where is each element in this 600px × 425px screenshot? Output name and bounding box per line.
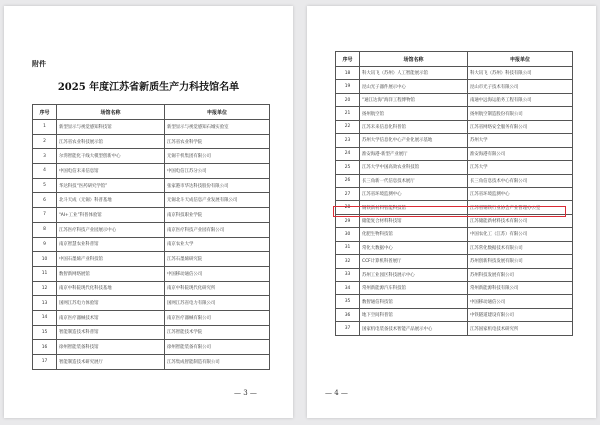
venue-name: 钢铁新材料智能科技馆	[360, 201, 468, 214]
row-number: 8	[33, 222, 57, 237]
header-no: 序号	[33, 105, 57, 120]
venue-name: 智能制造技术科普馆	[57, 325, 165, 340]
venue-name: CCF计算机科普展厅	[360, 255, 468, 268]
table-row	[336, 241, 573, 254]
roster-table-right	[335, 51, 573, 336]
table-row	[33, 296, 270, 311]
row-number: 24	[336, 147, 360, 160]
applicant-unit: 江苏省农业科学院	[165, 134, 270, 149]
venue-name: 中国电信未来信息馆	[57, 164, 165, 179]
table-row	[336, 187, 573, 200]
table-row	[33, 237, 270, 252]
row-number: 3	[33, 149, 57, 164]
applicant-unit: 江苏国家机电技术研究所	[468, 322, 573, 335]
applicant-unit: 中国移动通信公司	[165, 266, 270, 281]
applicant-unit: 南京农业大学	[165, 237, 270, 252]
table-row	[336, 67, 573, 80]
venue-name: 国网江苏电力体验馆	[57, 296, 165, 311]
row-number: 28	[336, 201, 360, 214]
applicant-unit: 中铁隧道建设有限公司	[468, 308, 573, 321]
row-number: 30	[336, 228, 360, 241]
applicant-unit: 江苏集成智能制造有限公司	[165, 355, 270, 370]
header-no: 序号	[336, 52, 360, 67]
applicant-unit: 江苏省钢铁行业协会产业管理办公室	[468, 201, 573, 214]
applicant-unit: 南京科技职业学院	[165, 208, 270, 223]
row-number: 2	[33, 134, 57, 149]
document-page-left	[4, 6, 293, 418]
row-number: 22	[336, 120, 360, 133]
venue-name: 江苏省农业科技展示馆	[57, 134, 165, 149]
table-row	[33, 252, 270, 267]
venue-name: 科大讯飞（苏州）人工智能展示馆	[360, 67, 468, 80]
table-row	[33, 120, 270, 135]
applicant-unit: 淮安海港有限公司	[468, 147, 573, 160]
table-row	[336, 201, 573, 214]
document-page-right	[307, 6, 596, 418]
venue-name: “通江达海”海洋工程博物馆	[360, 93, 468, 106]
table-row	[33, 340, 270, 355]
row-number: 11	[33, 266, 57, 281]
table-row	[33, 208, 270, 223]
venue-name: 江苏医疗科技产业园展示中心	[57, 222, 165, 237]
table-row	[336, 295, 573, 308]
row-number: 7	[33, 208, 57, 223]
venue-name: 苏州工业园区科技展示中心	[360, 268, 468, 281]
applicant-unit: 科大讯飞（苏州）科技有限公司	[468, 67, 573, 80]
applicant-unit: 苏州科技发展有限公司	[468, 268, 573, 281]
row-number: 36	[336, 308, 360, 321]
venue-name: 新型显示与视觉感知科技馆	[57, 120, 165, 135]
venue-name: 苏州大学信息化中心产业化展示基地	[360, 134, 468, 147]
applicant-unit: 南京医疗器械有限公司	[165, 310, 270, 325]
row-number: 5	[33, 178, 57, 193]
row-number: 26	[336, 174, 360, 187]
row-number: 20	[336, 93, 360, 106]
row-number: 15	[33, 325, 57, 340]
header-name: 场馆名称	[360, 52, 468, 67]
document-title: 2025 年度江苏省新质生产力科技馆名单	[57, 82, 240, 93]
row-number: 34	[336, 282, 360, 295]
applicant-unit: 中国移动通信公司	[468, 295, 573, 308]
venue-name: 地下空间科普馆	[360, 308, 468, 321]
table-row	[336, 255, 573, 268]
applicant-unit: 苏州创新科技发展有限公司	[468, 255, 573, 268]
venue-name: 江苏未来信息化科普馆	[360, 120, 468, 133]
applicant-unit: 张家港市华达科技股份有限公司	[165, 178, 270, 193]
table-row	[336, 308, 573, 321]
venue-name: 江苏省环境监测中心	[360, 187, 468, 200]
table-row	[336, 161, 573, 174]
venue-name: 华达科技“医药研究学馆”	[57, 178, 165, 193]
header-name: 场馆名称	[57, 105, 165, 120]
applicant-unit: 江苏常化数据技术有限公司	[468, 241, 573, 254]
venue-name: 长三角新一代信息技术展厅	[360, 174, 468, 187]
table-row	[336, 93, 573, 106]
row-number: 6	[33, 193, 57, 208]
venue-name: 储能复合材料科技馆	[360, 214, 468, 227]
row-number: 17	[33, 355, 57, 370]
row-number: 14	[33, 310, 57, 325]
row-number: 32	[336, 255, 360, 268]
venue-name: 南京智慧农业科普馆	[57, 237, 165, 252]
table-row	[33, 281, 270, 296]
applicant-unit: 无锡北斗天成信息产业发展有限公司	[165, 193, 270, 208]
applicant-unit: 江苏石墨烯研究院	[165, 252, 270, 267]
table-row	[33, 149, 270, 164]
applicant-unit: 南京中科院现代化研究所	[165, 281, 270, 296]
table-row	[33, 134, 270, 149]
table-row	[336, 120, 573, 133]
row-number: 13	[33, 296, 57, 311]
table-row	[336, 282, 573, 295]
applicant-unit: 江苏智能技术学院	[165, 325, 270, 340]
table-row	[336, 214, 573, 227]
table-row	[33, 222, 270, 237]
venue-name: 智能制造技术研究展厅	[57, 355, 165, 370]
venue-name: 扬州航空馆	[360, 107, 468, 120]
table-row	[336, 107, 573, 120]
applicant-unit: 江苏储能新材料技术有限公司	[468, 214, 573, 227]
table-header-row	[336, 52, 573, 67]
venue-name: 中国石墨烯产业科技馆	[57, 252, 165, 267]
attachment-label: 附件	[32, 60, 46, 68]
row-number: 31	[336, 241, 360, 254]
applicant-unit: 扬州航空制造股份有限公司	[468, 107, 573, 120]
page-number: — 4 —	[325, 389, 348, 397]
table-header-row	[33, 105, 270, 120]
venue-name: 尔湾智能化干线大模型创新中心	[57, 149, 165, 164]
row-number: 29	[336, 214, 360, 227]
row-number: 21	[336, 107, 360, 120]
table-row	[33, 266, 270, 281]
venue-name: 徐州智能装备科技馆	[57, 340, 165, 355]
venue-name: 昆山光子器件展示中心	[360, 80, 468, 93]
table-row	[33, 355, 270, 370]
table-row	[33, 178, 270, 193]
applicant-unit: 江苏大学	[468, 161, 573, 174]
venue-name: 常州新能源汽车科技馆	[360, 282, 468, 295]
applicant-unit: 昆山市光子技术有限公司	[468, 80, 573, 93]
venue-name: 化肥生物科技馆	[360, 228, 468, 241]
row-number: 37	[336, 322, 360, 335]
row-number: 25	[336, 161, 360, 174]
applicant-unit: 无锡千机集团有限公司	[165, 149, 270, 164]
applicant-unit: 常州新能源科技有限公司	[468, 282, 573, 295]
table-row	[33, 193, 270, 208]
applicant-unit: 江苏省环境监测中心	[468, 187, 573, 200]
venue-name: 淮安海港-新型产业展厅	[360, 147, 468, 160]
venue-name: 南京中科院现代化科技基地	[57, 281, 165, 296]
roster-table-left	[32, 104, 270, 370]
applicant-unit: 南通中远海运船务工程有限公司	[468, 93, 573, 106]
table-row	[33, 310, 270, 325]
venue-name: 数智通信科技馆	[360, 295, 468, 308]
row-number: 10	[33, 252, 57, 267]
table-row	[336, 174, 573, 187]
table-row	[336, 228, 573, 241]
applicant-unit: 新型显示与视觉感知石城实验室	[165, 120, 270, 135]
applicant-unit: 南京医疗科技产业园有限公司	[165, 222, 270, 237]
venue-name: 南京医疗器械技术馆	[57, 310, 165, 325]
row-number: 9	[33, 237, 57, 252]
row-number: 4	[33, 164, 57, 179]
table-row	[33, 164, 270, 179]
applicant-unit: 徐州智能装备有限公司	[165, 340, 270, 355]
applicant-unit: 江苏省网络安全服务有限公司	[468, 120, 573, 133]
row-number: 27	[336, 187, 360, 200]
applicant-unit: 中国农化工（江苏）有限公司	[468, 228, 573, 241]
table-row	[336, 80, 573, 93]
row-number: 19	[336, 80, 360, 93]
row-number: 1	[33, 120, 57, 135]
row-number: 35	[336, 295, 360, 308]
table-row	[336, 268, 573, 281]
applicant-unit: 长三角信息技术中心有限公司	[468, 174, 573, 187]
applicant-unit: 苏州大学	[468, 134, 573, 147]
venue-name: 北斗天成（无锡）科普基地	[57, 193, 165, 208]
applicant-unit: 国网江苏省电力有限公司	[165, 296, 270, 311]
row-number: 23	[336, 134, 360, 147]
venue-name: 数智新网络展馆	[57, 266, 165, 281]
row-number: 16	[33, 340, 57, 355]
header-unit: 申报单位	[165, 105, 270, 120]
row-number: 12	[33, 281, 57, 296]
applicant-unit: 中国电信江苏分公司	[165, 164, 270, 179]
table-row	[336, 147, 573, 160]
table-row	[33, 325, 270, 340]
venue-name: 常化大数据中心	[360, 241, 468, 254]
page-number: — 3 —	[234, 389, 257, 397]
header-unit: 申报单位	[468, 52, 573, 67]
venue-name: 国家机电装备技术智能产品展示中心	[360, 322, 468, 335]
table-row	[336, 134, 573, 147]
row-number: 33	[336, 268, 360, 281]
venue-name: “AI+工业”科普体验馆	[57, 208, 165, 223]
row-number: 18	[336, 67, 360, 80]
table-row	[336, 322, 573, 335]
venue-name: 江苏大学中国高效农业科技馆	[360, 161, 468, 174]
